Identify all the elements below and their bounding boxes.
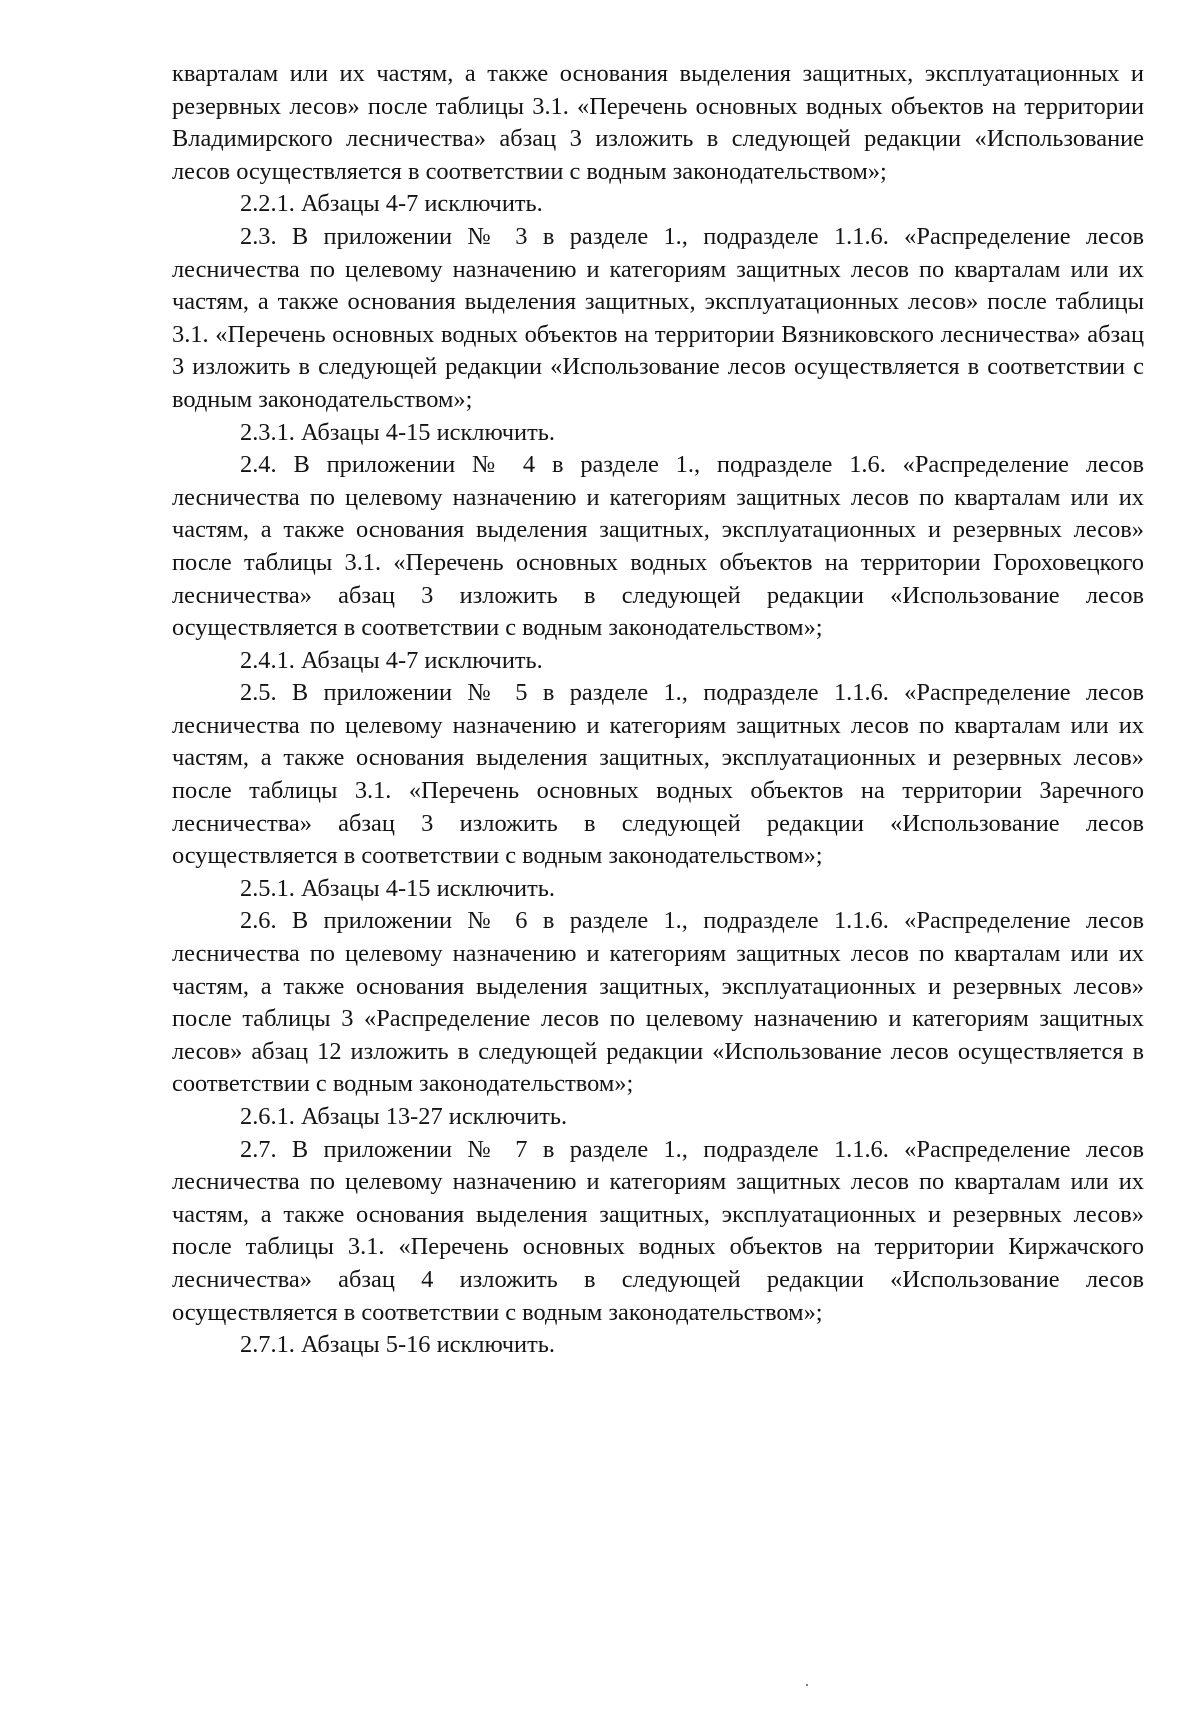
scan-speck xyxy=(806,1684,808,1686)
paragraph-2-2-continuation: кварталам или их частям, а также основания выделения защитных, эксплуатационных и резервных лесов» после таблицы 3.1. «Перечень основных водных объектов на территории Владимирского лесничества» абзац 3 изложить в следующей редакции «Использование лесов осуществляется в соответствии с водным законодательством»; xyxy=(172,60,1144,185)
paragraph-2-4: 2.4. В приложении № 4 в разделе 1., подразделе 1.6. «Распределение лесов лесничества по целевому назначению и категориям защитных лесов по кварталам или их частям, а также основания выделения защитных, эксплуатационных и резервных лесов» после таблицы 3.1. «Перечень основных водных объектов на территории Гороховецкого лесничества» абзац 3 изложить в следующей редакции «Использование лесов осуществляется в соответствии с водным законодательством»; xyxy=(172,451,1144,642)
paragraph-2-7: 2.7. В приложении № 7 в разделе 1., подразделе 1.1.6. «Распределение лесов лесничества по целевому назначению и категориям защитных лесов по кварталам или их частям, а также основания выделения защитных, эксплуатационных и резервных лесов» после таблицы 3.1. «Перечень основных водных объектов на территории Киржачского лесничества» абзац 4 изложить в следующей редакции «Использование лесов осуществляется в соответствии с водным законодательством»; xyxy=(172,1135,1144,1326)
paragraph-2-4-1: 2.4.1. Абзацы 4-7 исключить. xyxy=(240,646,543,674)
paragraph-2-3: 2.3. В приложении № 3 в разделе 1., подразделе 1.1.6. «Распределение лесов лесничества по целевому назначению и категориям защитных лесов по кварталам или их частям, а также основания выделения защитных, эксплуатационных лесов» после таблицы 3.1. «Перечень основных водных объектов на территории Вязниковского лесничества» абзац 3 изложить в следующей редакции «Использование лесов осуществляется в соответствии с водным законодательством»; xyxy=(172,222,1144,413)
paragraph-2-2-1: 2.2.1. Абзацы 4-7 исключить. xyxy=(240,190,543,218)
paragraph-2-7-1: 2.7.1. Абзацы 5-16 исключить. xyxy=(240,1331,555,1359)
document-page xyxy=(172,58,1144,1362)
paragraph-2-6-1: 2.6.1. Абзацы 13-27 исключить. xyxy=(240,1103,568,1130)
paragraph-2-3-1: 2.3.1. Абзацы 4-15 исключить. xyxy=(240,418,555,446)
paragraph-2-5-1: 2.5.1. Абзацы 4-15 исключить. xyxy=(240,874,555,902)
paragraph-2-5: 2.5. В приложении № 5 в разделе 1., подразделе 1.1.6. «Распределение лесов лесничества по целевому назначению и категориям защитных лесов по кварталам или их частям, а также основания выделения защитных, эксплуатационных и резервных лесов» после таблицы 3.1. «Перечень основных водных объектов на территории Заречного лесничества» абзац 3 изложить в следующей редакции «Использование лесов осуществляется в соответствии с водным законодательством»; xyxy=(172,679,1144,870)
paragraph-2-6: 2.6. В приложении № 6 в разделе 1., подразделе 1.1.6. «Распределение лесов лесничества по целевому назначению и категориям защитных лесов по кварталам или их частям, а также основания выделения защитных, эксплуатационных и резервных лесов» после таблицы 3 «Распределение лесов по целевому назначению и категориям защитных лесов» абзац 12 изложить в следующей редакции «Использование лесов осуществляется в соответствии с водным законодательством»; xyxy=(172,907,1144,1098)
